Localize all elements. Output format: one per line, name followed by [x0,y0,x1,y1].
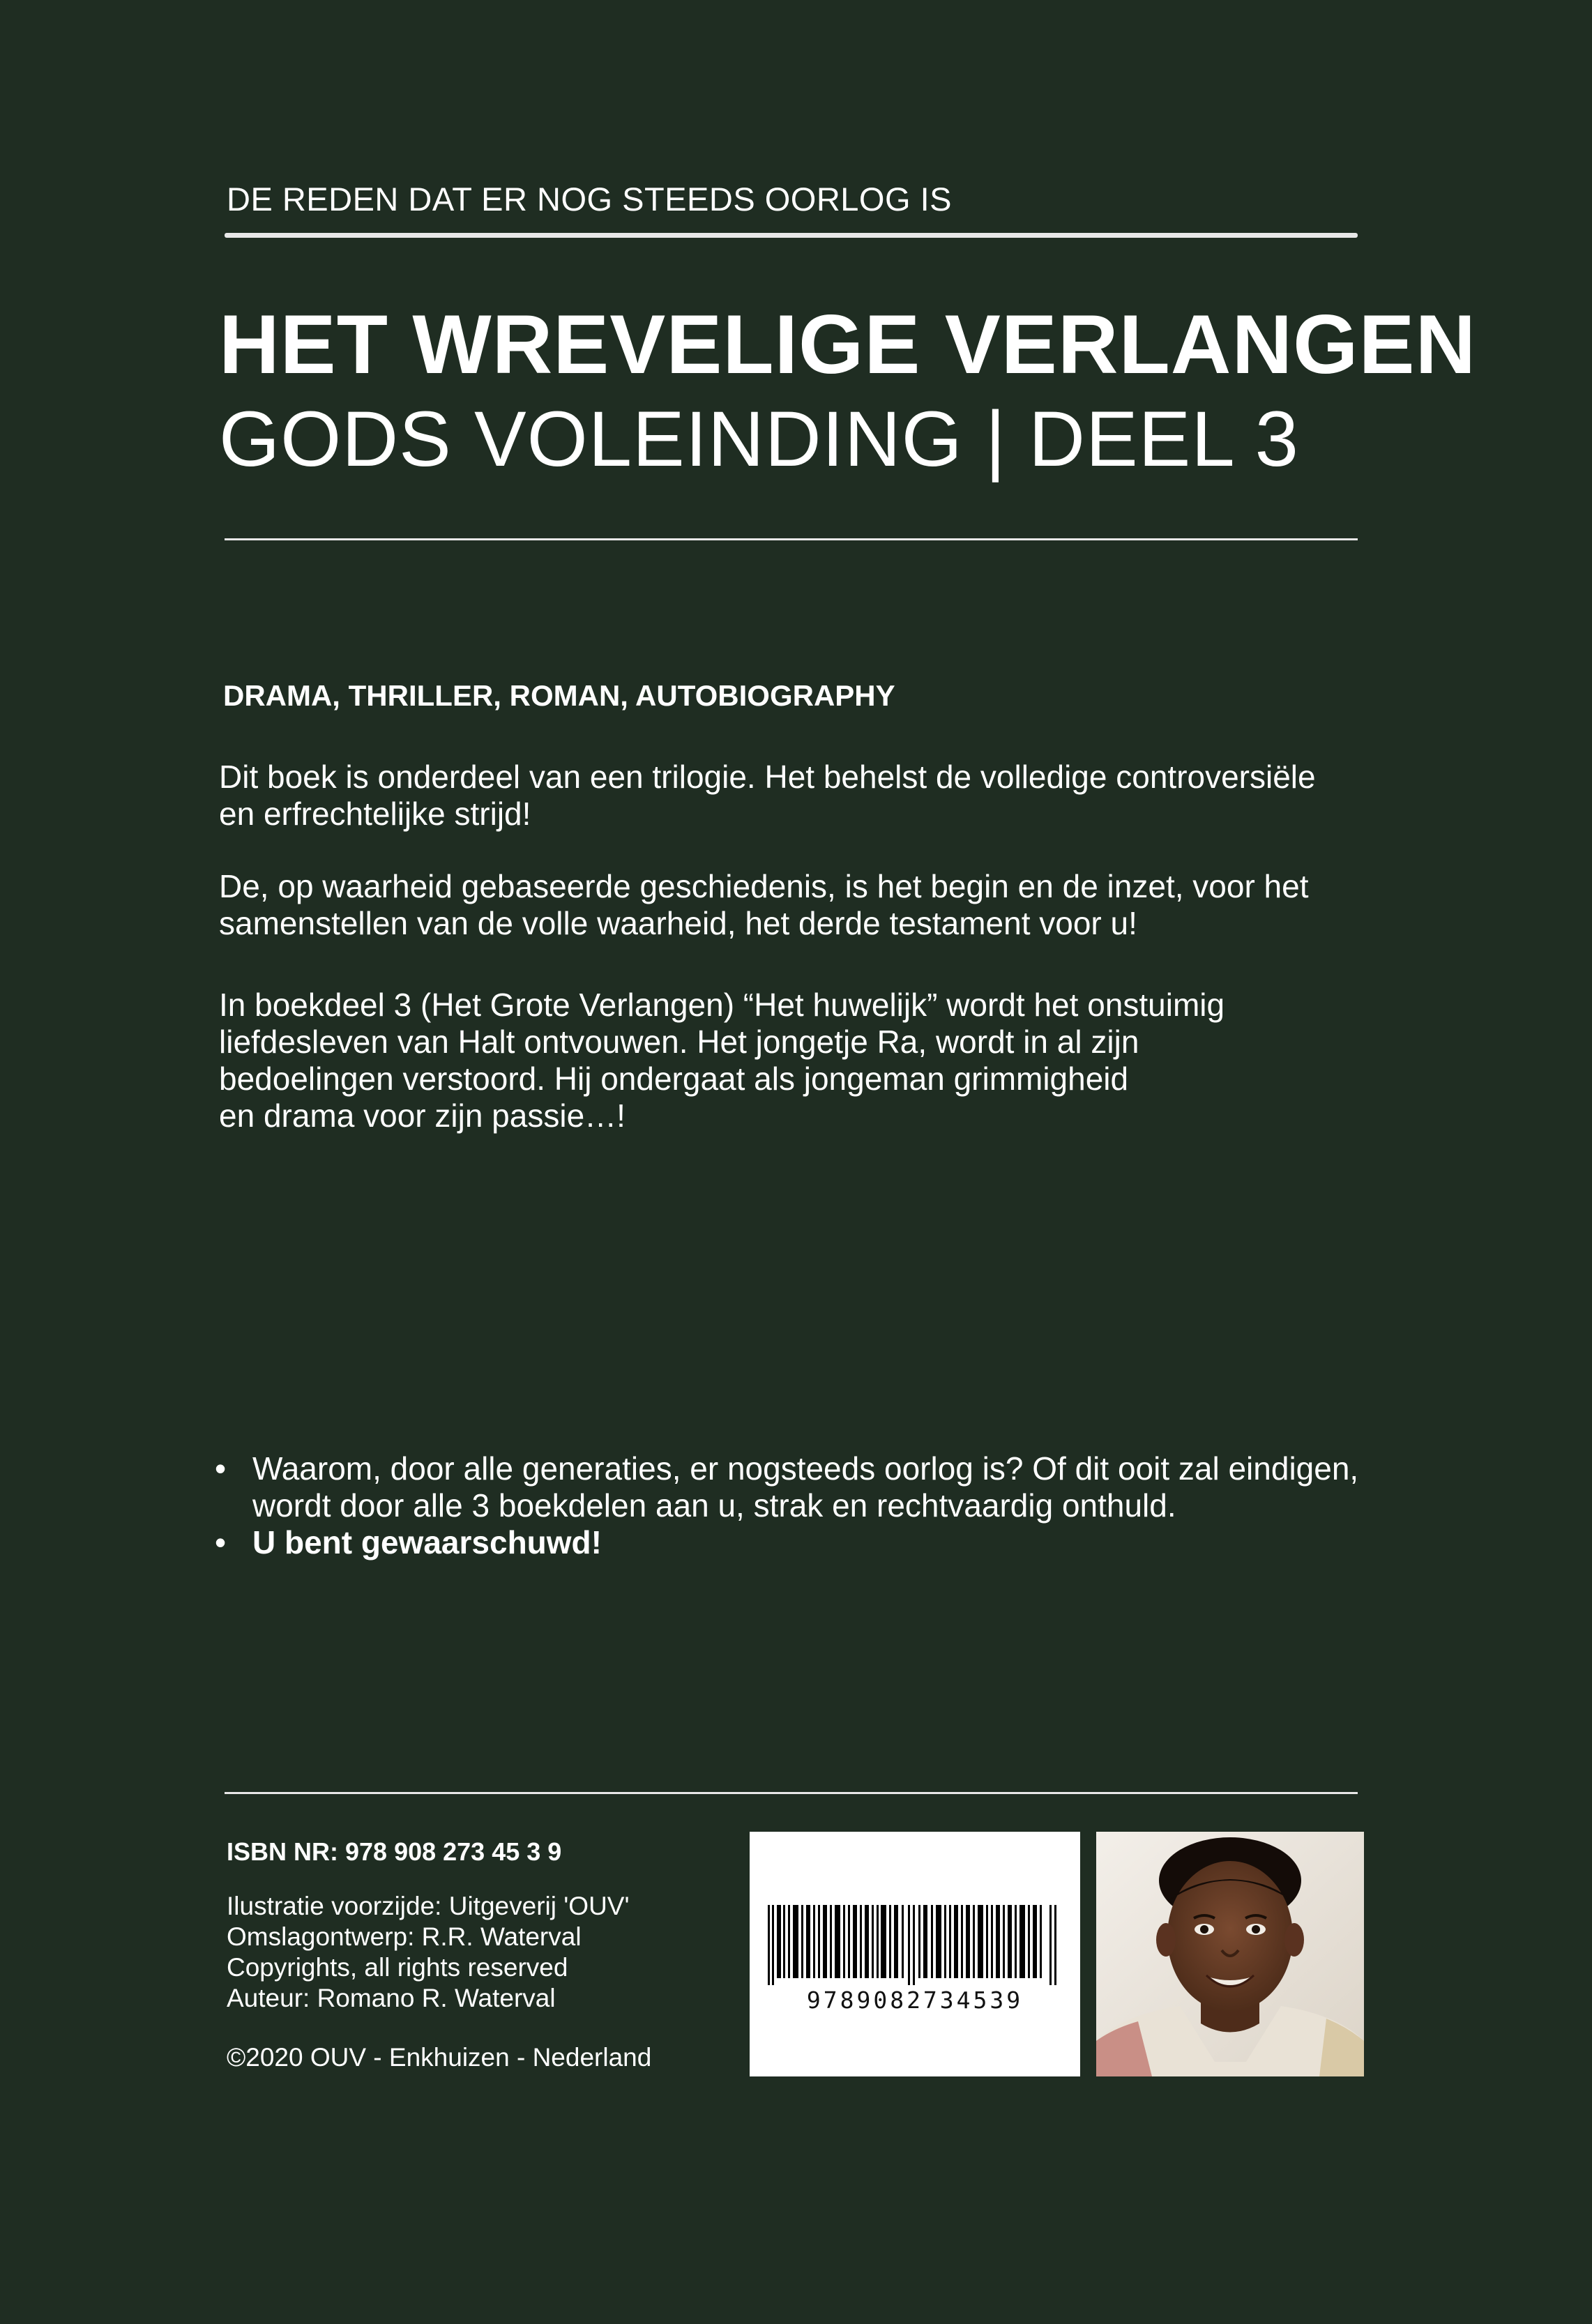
isbn-number: ISBN NR: 978 908 273 45 3 9 [227,1837,562,1866]
description-paragraph-1 [219,759,1418,833]
text-line: en erfrechtelijke strijd! [219,796,531,832]
description-paragraph-2 [219,868,1418,942]
barcode-bars [764,1905,1066,1985]
text-line: wordt door alle 3 boekdelen aan u, strak en rechtvaardig onthuld. [252,1487,1176,1524]
text-line: In boekdeel 3 (Het Grote Verlangen) “Het huwelijk” wordt het onstuimig [219,987,1225,1023]
author-portrait-image [1096,1832,1364,2076]
author-photo [1096,1832,1364,2076]
bullet-marker: • [215,1524,227,1560]
barcode [750,1832,1080,2076]
credit-line: Omslagontwerp: R.R. Waterval [227,1922,582,1951]
text-line: bedoelingen verstoord. Hij ondergaat als jongeman grimmigheid [219,1061,1129,1097]
credit-line: Ilustratie voorzijde: Uitgeverij 'OUV' [227,1892,630,1920]
text-line: Dit boek is onderdeel van een trilogie. Het behelst de volledige controversiële [219,759,1316,795]
text-line: liefdesleven van Halt ontvouwen. Het jongetje Ra, wordt in al zijn [219,1024,1139,1060]
series-kicker: DE REDEN DAT ER NOG STEEDS OORLOG IS [227,181,952,218]
genre-list: DRAMA, THRILLER, ROMAN, AUTOBIOGRAPHY [223,679,895,712]
text-line: samenstellen van de volle waarheid, het derde testament voor u! [219,905,1137,941]
text-line: en drama voor zijn passie…! [219,1098,626,1134]
credits-block [227,1891,630,2014]
bottom-divider [225,1792,1358,1794]
barcode-digits: 9789082734539 [806,1987,1024,2014]
middle-divider [225,538,1358,540]
bullet-marker: • [215,1450,227,1487]
top-divider [225,233,1358,238]
text-line: Waarom, door alle generaties, er nogsteeds oorlog is? Of dit ooit zal eindigen, [252,1450,1359,1487]
credit-line: Copyrights, all rights reserved [227,1953,568,1982]
bullet-item-warning [215,1524,1428,1561]
book-subtitle: GODS VOLEINDING | DEEL 3 [219,395,1299,483]
copyright-line: ©2020 OUV - Enkhuizen - Nederland [227,2043,652,2072]
credit-line: Auteur: Romano R. Waterval [227,1984,556,2012]
bullet-list [215,1450,1428,1561]
bullet-item [215,1450,1428,1524]
book-title: HET WREVELIGE VERLANGEN [219,298,1477,391]
warning-text: U bent gewaarschuwd! [252,1524,602,1560]
text-line: De, op waarheid gebaseerde geschiedenis, is het begin en de inzet, voor het [219,868,1309,904]
description-paragraph-3 [219,987,1418,1134]
